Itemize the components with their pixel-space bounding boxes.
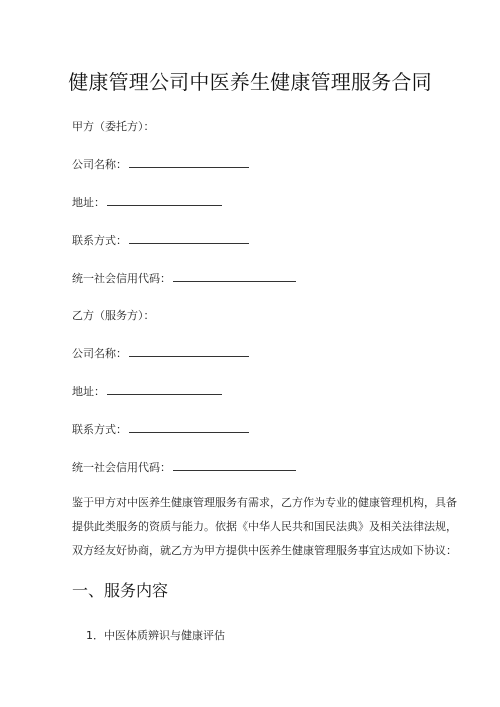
party-a-address-row <box>72 194 222 210</box>
party-b-credit-row <box>72 459 296 475</box>
party-b-address-row <box>72 383 222 399</box>
party-a-credit-row <box>72 270 296 286</box>
party-b-address-label: 地址： <box>72 385 105 398</box>
section-1-item-1: 1．中医体质辨识与健康评估 <box>86 629 225 642</box>
party-b-contact-row <box>72 421 249 437</box>
party-b-company-label: 公司名称： <box>72 347 127 360</box>
preamble-paragraph <box>72 491 457 563</box>
party-a-company-row <box>72 156 249 172</box>
party-b-company-blank[interactable] <box>129 346 249 357</box>
party-a-credit-label: 统一社会信用代码： <box>72 272 171 285</box>
preamble-line-3: 双方经友好协商，就乙方为甲方提供中医养生健康管理服务事宜达成如下协议： <box>72 544 457 557</box>
party-a-address-label: 地址： <box>72 196 105 209</box>
party-a-credit-blank[interactable] <box>173 271 296 282</box>
party-b-heading: 乙方（服务方）： <box>72 309 155 322</box>
party-a-contact-row <box>72 232 249 248</box>
party-b-contact-label: 联系方式： <box>72 423 127 436</box>
party-a-company-blank[interactable] <box>129 157 249 168</box>
party-a-heading: 甲方（委托方）： <box>72 120 155 133</box>
section-1-heading: 一、服务内容 <box>72 581 169 600</box>
party-a-contact-label: 联系方式： <box>72 234 127 247</box>
document-title: 健康管理公司中医养生健康管理服务合同 <box>68 70 432 94</box>
party-b-credit-blank[interactable] <box>173 460 296 471</box>
party-b-company-row <box>72 345 249 361</box>
party-a-company-label: 公司名称： <box>72 158 127 171</box>
party-a-address-blank[interactable] <box>107 195 222 206</box>
party-b-contact-blank[interactable] <box>129 422 249 433</box>
party-b-credit-label: 统一社会信用代码： <box>72 461 171 474</box>
party-b-address-blank[interactable] <box>107 384 222 395</box>
preamble-line-2: 提供此类服务的资质与能力。依据《中华人民共和国民法典》及相关法律法规， <box>72 520 457 533</box>
party-a-contact-blank[interactable] <box>129 233 249 244</box>
preamble-line-1: 鉴于甲方对中医养生健康管理服务有需求，乙方作为专业的健康管理机构，具备 <box>72 496 457 509</box>
